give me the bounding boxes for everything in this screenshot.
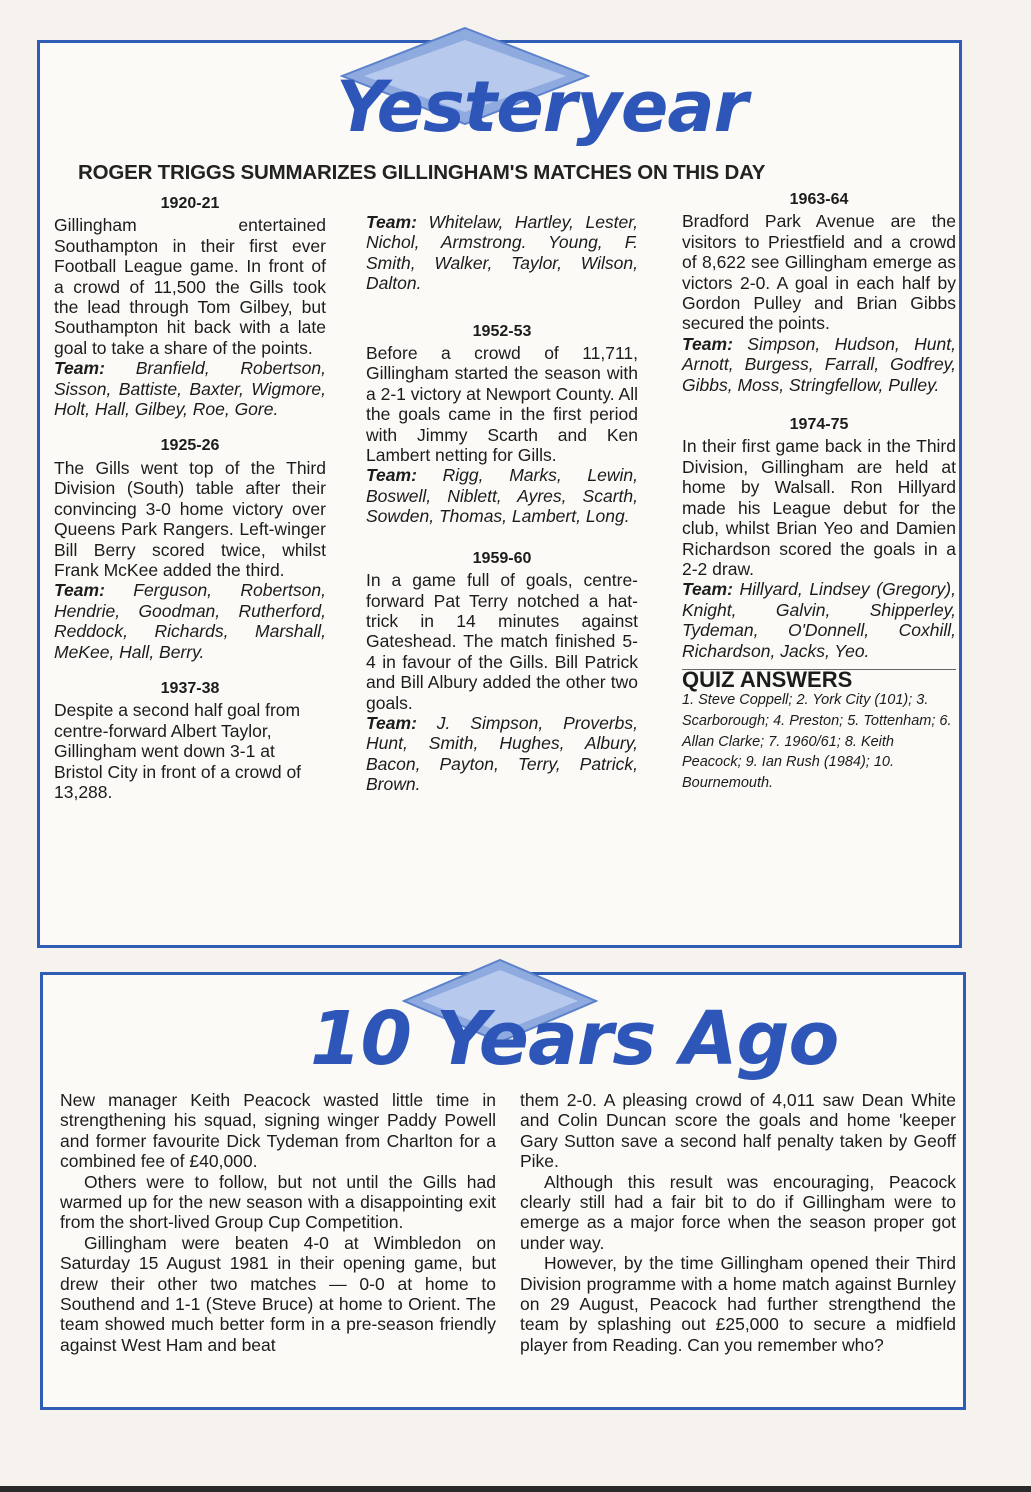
article-paragraph: Others were to follow, but not until the Gills had warmed up for the new season with a disappointing exit from the short-lived Group Cup Competition. — [60, 1171, 496, 1233]
team-names: Hillyard, Lindsey (Gregory), Knight, Galvin, Shipperley, Tydeman, O'Donnell, Coxhill, Richardson, Jacks, Yeo. — [682, 579, 956, 661]
team-lineup — [682, 579, 956, 661]
article-paragraph: Gillingham were beaten 4-0 at Wimbledon on Saturday 15 August 1981 in their opening game, but drew their other two matches — 0-0 at home to Southend and 1-1 (Steve Bruce) at home to Orient. The team showed much better form in a pre-season friendly against West Ham and beat — [60, 1232, 496, 1355]
team-lineup — [682, 334, 956, 395]
team-names: Whitelaw, Hartley, Lester, Nichol, Armstrong. Young, F. Smith, Walker, Taylor, Wilson, Dalton. — [366, 212, 638, 294]
article-right-column — [520, 1090, 956, 1355]
team-label: Team: — [682, 579, 733, 600]
team-lineup — [366, 465, 638, 526]
team-lineup — [54, 580, 326, 662]
team-label: Team: — [54, 358, 105, 379]
team-label: Team: — [366, 212, 417, 232]
team-names: Ferguson, Robertson, Hendrie, Goodman, Rutherford, Reddock, Richards, Marshall, MeKee, Hall, Berry. — [54, 580, 326, 662]
page-edge — [0, 1486, 1031, 1492]
match-report: Gillingham entertained Southampton in their first ever Football League game. In front of a crowd of 11,500 the Gills took the lead through Tom Gilbey, but Southampton hit back with a late goal to take a share of the points. — [54, 215, 326, 358]
article-paragraph: them 2-0. A pleasing crowd of 4,011 saw Dean White and Colin Duncan score the goals and home 'keeper Gary Sutton save a second half penalty taken by Geoff Pike. — [520, 1090, 956, 1172]
season-heading: 1925-26 — [160, 437, 220, 455]
team-names: Rigg, Marks, Lewin, Boswell, Niblett, Ayres, Scarth, Sowden, Thomas, Lambert, Long. — [366, 465, 638, 527]
section-subtitle: ROGER TRIGGS SUMMARIZES GILLINGHAM'S MATCHES ON THIS DAY — [78, 161, 766, 184]
column-1 — [54, 194, 326, 802]
team-label: Team: — [682, 333, 733, 354]
match-report: In their first game back in the Third Division, Gillingham are held at home by Walsall. Ron Hillyard made his League debut for the club, whilst Brian Yeo and Damien Richardson scored the goals in a 2-2 draw. — [682, 436, 956, 579]
match-report: Despite a second half goal from centre-forward Albert Taylor, Gillingham went down 3-1 at Bristol City in front of a crowd of 13,288. — [54, 700, 302, 802]
ten-years-ago-title: 10 Years Ago — [310, 996, 839, 1082]
match-report: Bradford Park Avenue are the visitors to Priestfield and a crowd of 8,622 see Gillingham emerge as victors 2-0. A goal in each half by Gordon Pulley and Brian Gibbs secured the points. — [682, 211, 956, 334]
team-names: Simpson, Hudson, Hunt, Arnott, Burgess, Farrall, Godfrey, Gibbs, Moss, Stringfellow, Pulley. — [682, 333, 956, 395]
season-heading: 1937-38 — [160, 679, 220, 697]
article-left-column — [60, 1090, 496, 1355]
match-report: The Gills went top of the Third Division (South) table after their convincing 3-0 home victory over Queens Park Rangers. Left-winger Bill Berry scored twice, whilst Frank McKee added the third. — [54, 457, 326, 580]
yesteryear-title: Yesteryear — [336, 66, 748, 148]
article-paragraph: New manager Keith Peacock wasted little time in strengthening his squad, signing winger Paddy Powell and former favourite Dick Tydeman from Charlton for a combined fee of £40,000. — [60, 1090, 496, 1172]
article-paragraph: However, by the time Gillingham opened their Third Division programme with a home match against Burnley on 29 August, Peacock had further strengthend the team by splashing out £25,000 to secure a midfield player from Reading. Can you remember who? — [520, 1253, 956, 1355]
season-heading: 1974-75 — [789, 416, 849, 434]
season-heading: 1952-53 — [472, 322, 532, 340]
article-paragraph: Although this result was encouraging, Peacock clearly still had a fair bit to do if Gillingham were to emerge as a major force when the season proper got under way. — [520, 1171, 956, 1253]
team-label: Team: — [366, 465, 417, 486]
team-label: Team: — [366, 712, 417, 733]
team-label: Team: — [54, 580, 105, 601]
season-heading: 1920-21 — [160, 195, 220, 212]
season-heading: 1959-60 — [472, 549, 532, 567]
column-2 — [366, 212, 638, 795]
column-3 — [682, 190, 956, 793]
team-names: J. Simpson, Proverbs, Hunt, Smith, Hughes, Albury, Bacon, Payton, Terry, Patrick, Brown. — [366, 712, 638, 795]
team-lineup — [366, 713, 638, 795]
team-names: Branfield, Robertson, Sisson, Battiste, Baxter, Wigmore, Holt, Hall, Gilbey, Roe, Gore. — [54, 358, 326, 420]
quiz-answers-heading: QUIZ ANSWERS — [682, 666, 853, 692]
quiz-answers-text: 1. Steve Coppell; 2. York City (101); 3. Scarborough; 4. Preston; 5. Tottenham; 6. Allan Clarke; 7. 1960/61; 8. Keith Peacock; 9. Ian Rush (1984); 10. Bournemouth. — [682, 692, 952, 791]
match-report: Before a crowd of 11,711, Gillingham started the season with a 2-1 victory at Newport County. All the goals came in the first period with Jimmy Scarth and Ken Lambert netting for Gills. — [366, 343, 639, 466]
match-report: In a game full of goals, centre-forward Pat Terry notched a hat-trick in 14 minutes against Gateshead. The match finished 5-4 in favour of the Gills. Bill Patrick and Bill Albury added the other two goals. — [366, 570, 638, 713]
season-heading: 1963-64 — [789, 191, 849, 208]
team-lineup — [54, 358, 326, 419]
team-lineup — [366, 212, 638, 294]
